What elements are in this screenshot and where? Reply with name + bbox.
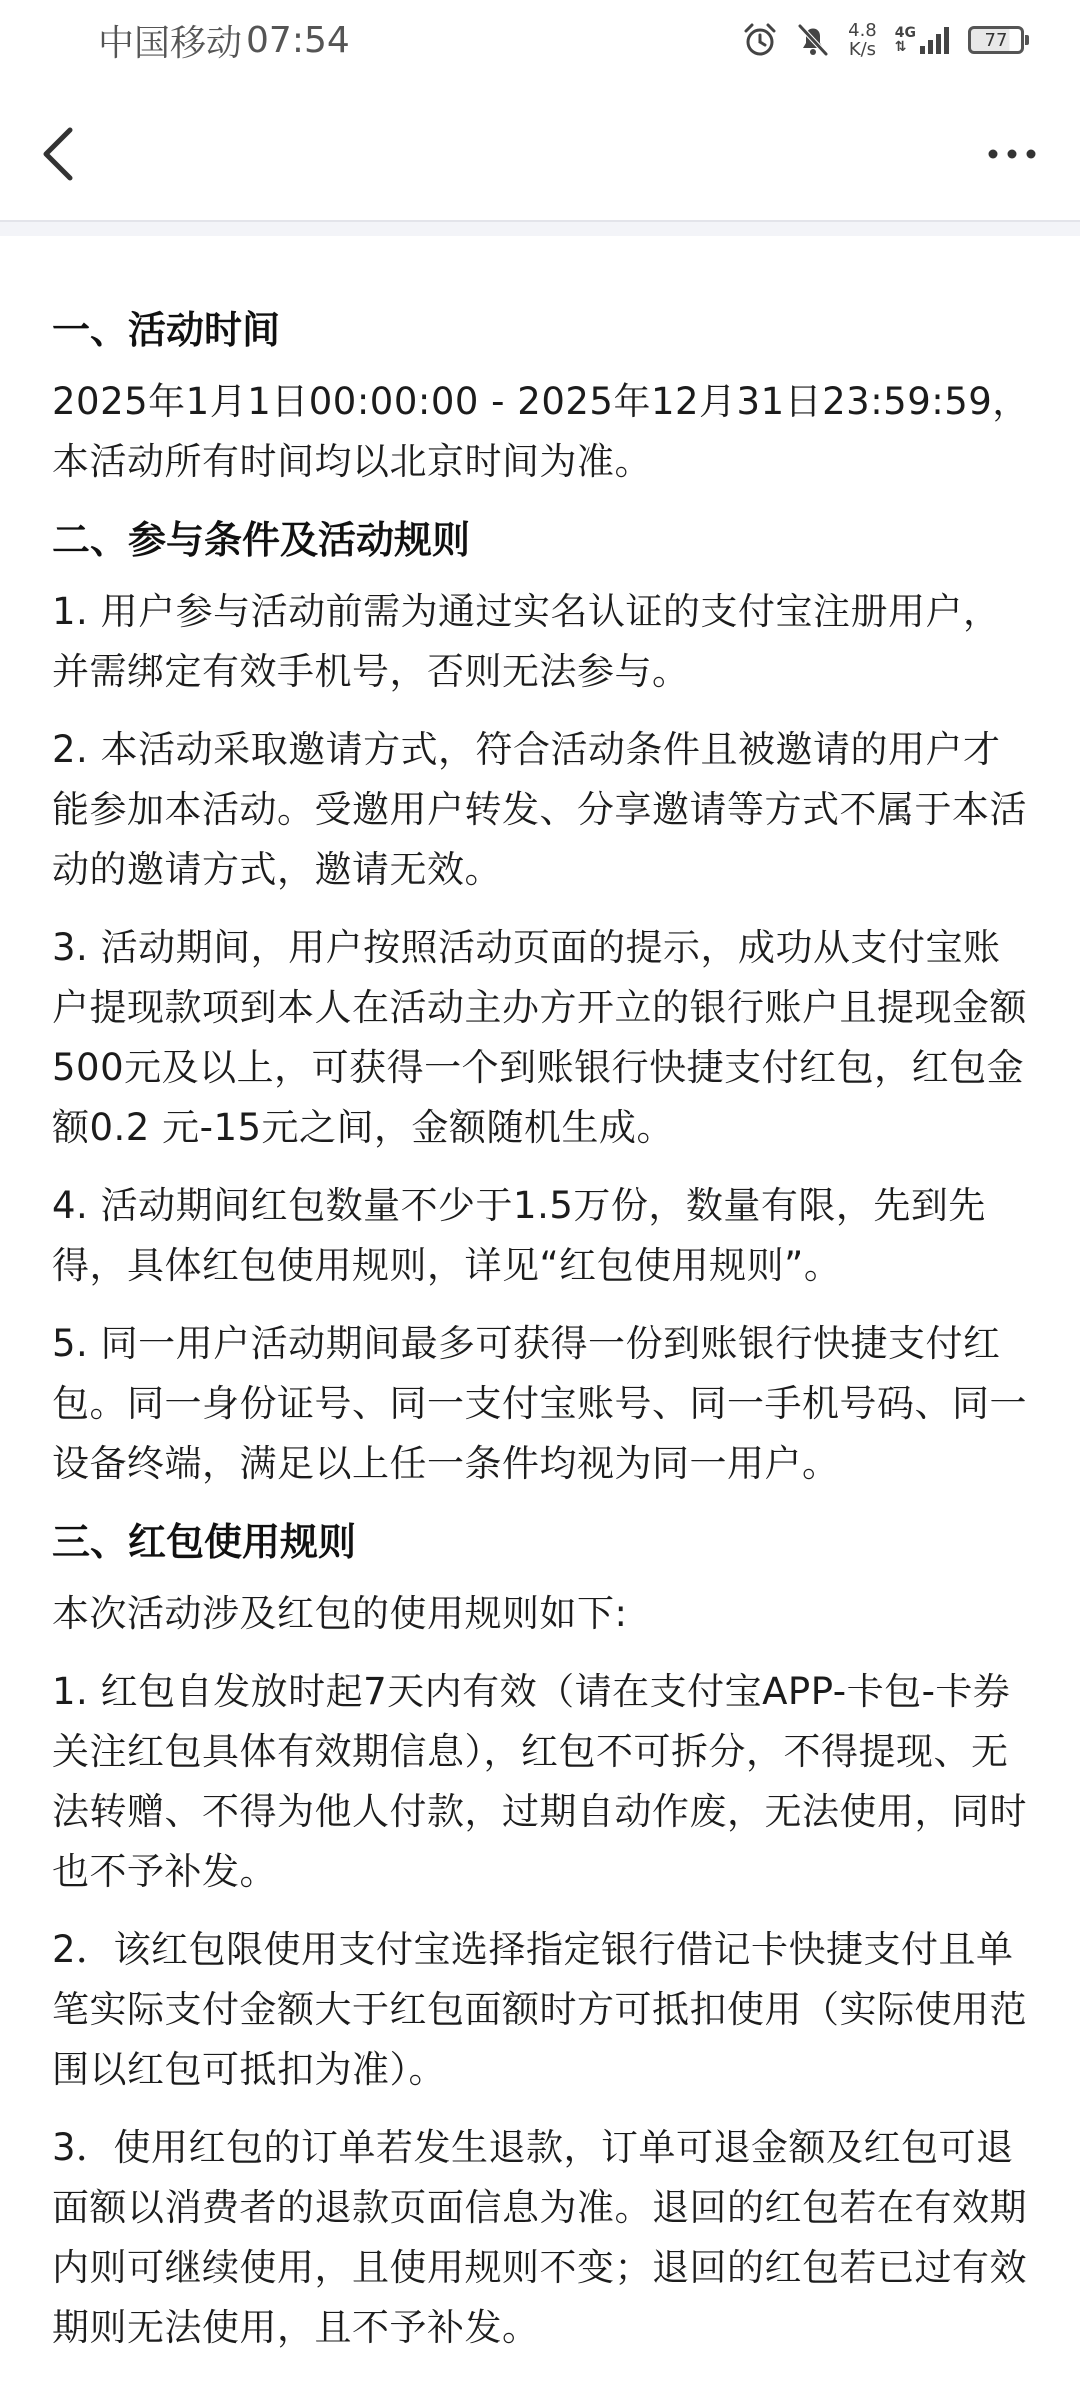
alarm-clock-icon <box>742 22 778 58</box>
data-arrows-icon: ⇅ <box>894 39 907 55</box>
paragraph: 5. 同一用户活动期间最多可获得一份到账银行快捷支付红包。同一身份证号、同一支付宝账号、同一手机号码、同一设备终端，满足以上任一条件均视为同一用户。 <box>52 1322 1027 1485</box>
back-button[interactable] <box>28 114 88 194</box>
nav-bar <box>0 80 1080 222</box>
network-speed <box>848 21 877 59</box>
network-speed-unit: K/s <box>848 39 877 60</box>
header-divider <box>0 222 1080 236</box>
section-title: 三、红包使用规则 <box>52 1520 357 1564</box>
paragraph: 本次活动涉及红包的使用规则如下: <box>52 1592 628 1635</box>
paragraph: 1. 红包自发放时起7天内有效（请在支付宝APP-卡包-卡券关注红包具体有效期信息），红包不可拆分，不得提现、无法转赠、不得为他人付款，过期自动作废，无法使用，同时也不予补发。 <box>52 1670 1027 1893</box>
status-right <box>742 21 1024 59</box>
network-type-label: 4G <box>894 25 916 41</box>
rules-content <box>52 300 1032 2376</box>
more-horizontal-icon <box>987 148 1037 160</box>
more-options-button[interactable] <box>972 114 1052 194</box>
network-type <box>895 26 916 54</box>
signal-group <box>895 26 950 54</box>
section-red-packet-rules <box>52 1512 1032 2358</box>
status-time: 07:54 <box>246 19 350 61</box>
paragraph: 3．使用红包的订单若发生退款，订单可退金额及红包可退面额以消费者的退款页面信息为准。退回的红包若在有效期内则可继续使用，且使用规则不变；退回的红包若已过有效期则无法使用，且不予补发。 <box>52 2126 1027 2349</box>
paragraph: 4. 活动期间红包数量不少于1.5万份，数量有限，先到先得，具体红包使用规则，详见“红包使用规则”。 <box>52 1184 986 1287</box>
paragraph: 2025年1月1日00:00:00 - 2025年12月31日23:59:59，本活动所有时间均以北京时间为准。 <box>52 380 1030 483</box>
section-activity-time <box>52 300 1032 492</box>
section-title: 二、参与条件及活动规则 <box>52 518 471 562</box>
battery-icon <box>968 26 1024 54</box>
section-participation-rules <box>52 510 1032 1494</box>
signal-strength-icon <box>920 26 950 54</box>
section-title: 一、活动时间 <box>52 308 281 352</box>
paragraph: 1. 用户参与活动前需为通过实名认证的支付宝注册用户，并需绑定有效手机号，否则无法参与。 <box>52 590 1001 693</box>
carrier-name: 中国移动 <box>98 22 243 64</box>
chevron-left-icon <box>40 124 76 184</box>
paragraph: 3. 活动期间，用户按照活动页面的提示，成功从支付宝账户提现款项到本人在活动主办方开立的银行账户且提现金额500元及以上，可获得一个到账银行快捷支付红包，红包金额0.2 元-15元之间，金额随机生成。 <box>52 926 1027 1149</box>
status-left <box>98 15 350 66</box>
bell-muted-icon <box>796 22 830 58</box>
status-bar <box>0 0 1080 80</box>
battery-level: 77 <box>984 29 1008 51</box>
paragraph: 2. 本活动采取邀请方式，符合活动条件且被邀请的用户才能参加本活动。受邀用户转发、分享邀请等方式不属于本活动的邀请方式，邀请无效。 <box>52 728 1027 891</box>
paragraph: 2．该红包限使用支付宝选择指定银行借记卡快捷支付且单笔实际支付金额大于红包面额时方可抵扣使用（实际使用范围以红包可抵扣为准）。 <box>52 1928 1027 2091</box>
network-speed-value: 4.8 <box>848 20 877 41</box>
